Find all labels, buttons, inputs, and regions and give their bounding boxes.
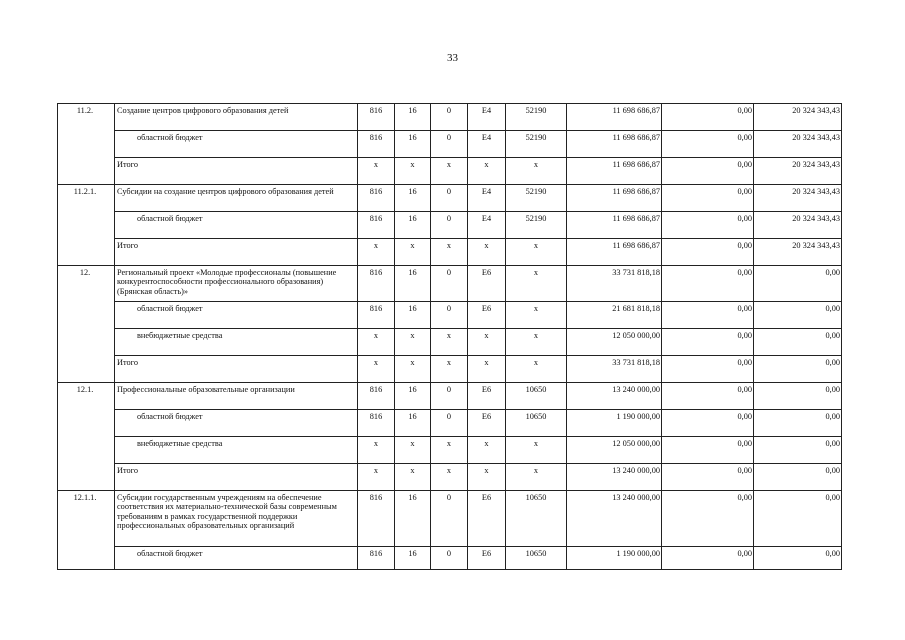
- amount-cell: 33 731 818,18: [567, 266, 662, 302]
- amount-cell: 0,00: [662, 491, 754, 547]
- row-number-cell: 12.: [58, 266, 115, 383]
- description-cell: Субсидии на создание центров цифрового образования детей: [115, 185, 358, 212]
- project-code-cell: x: [468, 356, 506, 383]
- table-row: [58, 104, 842, 131]
- page-number: 33: [447, 52, 458, 64]
- project-code-cell: x: [468, 437, 506, 464]
- program-code-cell: x: [431, 158, 468, 185]
- target-code-cell: x: [506, 329, 567, 356]
- target-code-cell: x: [506, 437, 567, 464]
- amount-cell: 33 731 818,18: [567, 356, 662, 383]
- target-code-cell: 10650: [506, 410, 567, 437]
- ministry-code-cell: 816: [358, 185, 395, 212]
- program-code-cell: x: [431, 356, 468, 383]
- budget-table: [57, 103, 842, 570]
- program-code-cell: 0: [431, 547, 468, 570]
- description-cell: областной бюджет: [115, 131, 358, 158]
- table-row: [58, 266, 842, 302]
- project-code-cell: E6: [468, 491, 506, 547]
- amount-cell: 20 324 343,43: [754, 104, 842, 131]
- program-code-cell: 0: [431, 410, 468, 437]
- amount-cell: 0,00: [662, 266, 754, 302]
- section-code-cell: 16: [395, 547, 431, 570]
- program-code-cell: 0: [431, 266, 468, 302]
- amount-cell: 11 698 686,87: [567, 158, 662, 185]
- ministry-code-cell: 816: [358, 266, 395, 302]
- project-code-cell: x: [468, 158, 506, 185]
- section-code-cell: x: [395, 464, 431, 491]
- table-row: [58, 356, 842, 383]
- ministry-code-cell: 816: [358, 491, 395, 547]
- amount-cell: 0,00: [754, 437, 842, 464]
- table-row: [58, 547, 842, 570]
- description-cell: Итого: [115, 356, 358, 383]
- project-code-cell: E6: [468, 547, 506, 570]
- amount-cell: 20 324 343,43: [754, 239, 842, 266]
- table-row: [58, 464, 842, 491]
- amount-cell: 0,00: [662, 212, 754, 239]
- project-code-cell: E4: [468, 212, 506, 239]
- target-code-cell: 52190: [506, 131, 567, 158]
- target-code-cell: x: [506, 464, 567, 491]
- amount-cell: 0,00: [662, 239, 754, 266]
- program-code-cell: 0: [431, 131, 468, 158]
- ministry-code-cell: x: [358, 239, 395, 266]
- project-code-cell: x: [468, 239, 506, 266]
- row-number-cell: 12.1.1.: [58, 491, 115, 570]
- ministry-code-cell: x: [358, 464, 395, 491]
- program-code-cell: x: [431, 239, 468, 266]
- ministry-code-cell: 816: [358, 383, 395, 410]
- table-body: [58, 104, 842, 570]
- project-code-cell: E4: [468, 131, 506, 158]
- section-code-cell: x: [395, 329, 431, 356]
- project-code-cell: E4: [468, 185, 506, 212]
- amount-cell: 1 190 000,00: [567, 547, 662, 570]
- amount-cell: 11 698 686,87: [567, 104, 662, 131]
- description-cell: Итого: [115, 464, 358, 491]
- program-code-cell: x: [431, 329, 468, 356]
- ministry-code-cell: x: [358, 329, 395, 356]
- section-code-cell: 16: [395, 410, 431, 437]
- table-row: [58, 158, 842, 185]
- amount-cell: 0,00: [662, 104, 754, 131]
- amount-cell: 0,00: [754, 266, 842, 302]
- amount-cell: 11 698 686,87: [567, 239, 662, 266]
- description-cell: Итого: [115, 239, 358, 266]
- description-cell: внебюджетные средства: [115, 437, 358, 464]
- amount-cell: 0,00: [754, 383, 842, 410]
- amount-cell: 0,00: [662, 329, 754, 356]
- table-row: [58, 131, 842, 158]
- section-code-cell: 16: [395, 131, 431, 158]
- target-code-cell: x: [506, 266, 567, 302]
- description-cell: Итого: [115, 158, 358, 185]
- amount-cell: 0,00: [662, 547, 754, 570]
- amount-cell: 21 681 818,18: [567, 302, 662, 329]
- program-code-cell: 0: [431, 185, 468, 212]
- program-code-cell: 0: [431, 302, 468, 329]
- table-row: [58, 437, 842, 464]
- amount-cell: 0,00: [662, 410, 754, 437]
- table-row: [58, 383, 842, 410]
- table-row: [58, 239, 842, 266]
- amount-cell: 13 240 000,00: [567, 383, 662, 410]
- target-code-cell: 52190: [506, 185, 567, 212]
- amount-cell: 0,00: [754, 302, 842, 329]
- amount-cell: 0,00: [662, 356, 754, 383]
- table-row: [58, 329, 842, 356]
- target-code-cell: x: [506, 356, 567, 383]
- amount-cell: 0,00: [662, 383, 754, 410]
- description-cell: внебюджетные средства: [115, 329, 358, 356]
- amount-cell: 13 240 000,00: [567, 491, 662, 547]
- target-code-cell: x: [506, 239, 567, 266]
- program-code-cell: 0: [431, 104, 468, 131]
- description-cell: областной бюджет: [115, 212, 358, 239]
- program-code-cell: 0: [431, 383, 468, 410]
- description-cell: Региональный проект «Молодые профессионалы (повышение конкурентоспособности профессионального образования) (Брянская область)»: [115, 266, 358, 302]
- description-cell: Субсидии государственным учреждениям на обеспечение соответствия их материально-технической базы современным требованиям в рамках государственной поддержки профессиональных образовательных организаций: [115, 491, 358, 547]
- program-code-cell: x: [431, 437, 468, 464]
- row-number-cell: 11.2.: [58, 104, 115, 185]
- target-code-cell: x: [506, 302, 567, 329]
- target-code-cell: 52190: [506, 104, 567, 131]
- amount-cell: 0,00: [754, 491, 842, 547]
- program-code-cell: 0: [431, 491, 468, 547]
- ministry-code-cell: 816: [358, 104, 395, 131]
- amount-cell: 1 190 000,00: [567, 410, 662, 437]
- description-cell: Создание центров цифрового образования детей: [115, 104, 358, 131]
- amount-cell: 20 324 343,43: [754, 131, 842, 158]
- amount-cell: 0,00: [662, 437, 754, 464]
- section-code-cell: 16: [395, 491, 431, 547]
- ministry-code-cell: 816: [358, 547, 395, 570]
- section-code-cell: 16: [395, 266, 431, 302]
- target-code-cell: 10650: [506, 383, 567, 410]
- amount-cell: 0,00: [662, 131, 754, 158]
- amount-cell: 20 324 343,43: [754, 185, 842, 212]
- description-cell: областной бюджет: [115, 410, 358, 437]
- section-code-cell: 16: [395, 212, 431, 239]
- description-cell: Профессиональные образовательные организации: [115, 383, 358, 410]
- section-code-cell: 16: [395, 302, 431, 329]
- amount-cell: 11 698 686,87: [567, 212, 662, 239]
- project-code-cell: E6: [468, 266, 506, 302]
- amount-cell: 20 324 343,43: [754, 212, 842, 239]
- project-code-cell: x: [468, 464, 506, 491]
- target-code-cell: 52190: [506, 212, 567, 239]
- amount-cell: 0,00: [662, 302, 754, 329]
- project-code-cell: E6: [468, 383, 506, 410]
- ministry-code-cell: 816: [358, 410, 395, 437]
- section-code-cell: 16: [395, 383, 431, 410]
- ministry-code-cell: x: [358, 356, 395, 383]
- amount-cell: 0,00: [754, 356, 842, 383]
- amount-cell: 0,00: [662, 464, 754, 491]
- ministry-code-cell: 816: [358, 302, 395, 329]
- ministry-code-cell: x: [358, 437, 395, 464]
- row-number-cell: 12.1.: [58, 383, 115, 491]
- amount-cell: 0,00: [754, 464, 842, 491]
- section-code-cell: 16: [395, 104, 431, 131]
- amount-cell: 20 324 343,43: [754, 158, 842, 185]
- ministry-code-cell: 816: [358, 131, 395, 158]
- table-row: [58, 491, 842, 547]
- program-code-cell: 0: [431, 212, 468, 239]
- table-row: [58, 302, 842, 329]
- target-code-cell: 10650: [506, 547, 567, 570]
- description-cell: областной бюджет: [115, 547, 358, 570]
- target-code-cell: x: [506, 158, 567, 185]
- target-code-cell: 10650: [506, 491, 567, 547]
- amount-cell: 11 698 686,87: [567, 185, 662, 212]
- table-row: [58, 212, 842, 239]
- amount-cell: 0,00: [662, 158, 754, 185]
- amount-cell: 11 698 686,87: [567, 131, 662, 158]
- ministry-code-cell: x: [358, 158, 395, 185]
- amount-cell: 0,00: [754, 329, 842, 356]
- row-number-cell: 11.2.1.: [58, 185, 115, 266]
- section-code-cell: x: [395, 437, 431, 464]
- amount-cell: 0,00: [662, 185, 754, 212]
- project-code-cell: E6: [468, 302, 506, 329]
- amount-cell: 12 050 000,00: [567, 329, 662, 356]
- program-code-cell: x: [431, 464, 468, 491]
- project-code-cell: x: [468, 329, 506, 356]
- section-code-cell: x: [395, 158, 431, 185]
- amount-cell: 0,00: [754, 547, 842, 570]
- amount-cell: 0,00: [754, 410, 842, 437]
- section-code-cell: x: [395, 356, 431, 383]
- table-row: [58, 410, 842, 437]
- project-code-cell: E6: [468, 410, 506, 437]
- description-cell: областной бюджет: [115, 302, 358, 329]
- ministry-code-cell: 816: [358, 212, 395, 239]
- table-row: [58, 185, 842, 212]
- section-code-cell: 16: [395, 185, 431, 212]
- project-code-cell: E4: [468, 104, 506, 131]
- section-code-cell: x: [395, 239, 431, 266]
- amount-cell: 13 240 000,00: [567, 464, 662, 491]
- amount-cell: 12 050 000,00: [567, 437, 662, 464]
